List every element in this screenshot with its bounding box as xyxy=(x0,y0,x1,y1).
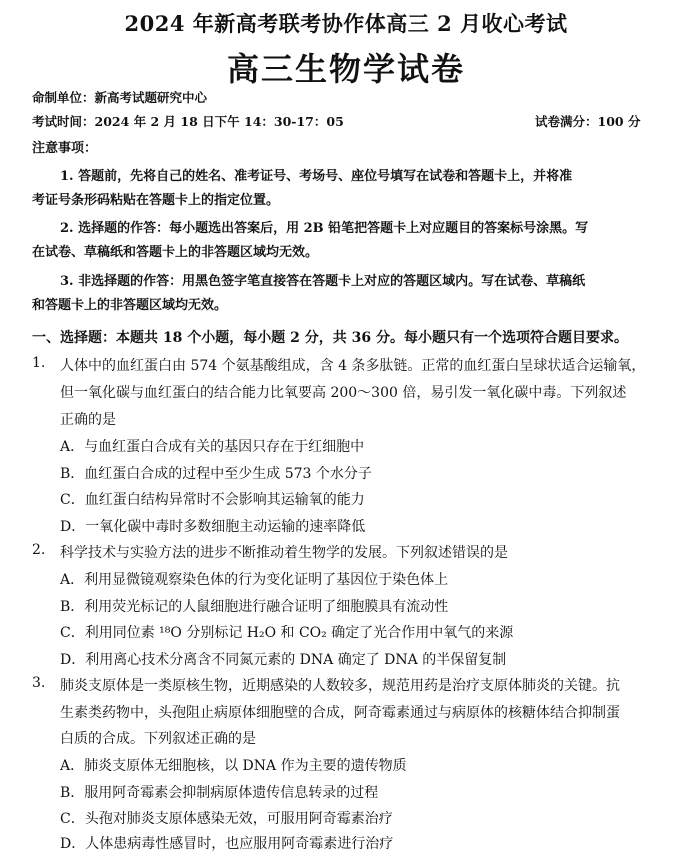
notice-2-line-2: 在试卷、草稿纸和答题卡上的非答题区域均无效。 xyxy=(32,245,319,260)
question-number: 1. xyxy=(32,355,46,371)
option-a: A．利用显微镜观察染色体的行为变化证明了基因位于染色体上 xyxy=(60,572,449,588)
option-b: B．血红蛋白合成的过程中至少生成 573 个水分子 xyxy=(60,466,372,482)
option-a: A．与血红蛋白合成有关的基因只存在于红细胞中 xyxy=(60,439,365,455)
option-b: B．服用阿奇霉素会抑制病原体遗传信息转录的过程 xyxy=(60,785,379,801)
option-c: C．利用同位素 ¹⁸O 分别标记 H₂O 和 CO₂ 确定了光合作用中氧气的来源 xyxy=(60,625,514,641)
option-d: D．一氧化碳中毒时多数细胞主动运输的速率降低 xyxy=(60,519,366,535)
exam-time: 考试时间：2024 年 2 月 18 日下午 14：30-17：05 xyxy=(32,114,344,129)
option-d: D．人体患病毒性感冒时，也应服用阿奇霉素进行治疗 xyxy=(60,836,394,852)
notice-2-line-1: 2. 选择题的作答：每小题选出答案后，用 2B 铅笔把答题卡上对应题目的答案标号涂黑。写 xyxy=(60,221,589,236)
question-stem-line: 人体中的血红蛋白由 574 个氨基酸组成，含 4 条多肽链。正常的血红蛋白呈球状适合运输氧， xyxy=(60,358,646,374)
question-stem-line: 肺炎支原体是一类原核生物，近期感染的人数较多，规范用药是治疗支原体肺炎的关键。抗 xyxy=(60,678,620,694)
notice-1-line-2: 考证号条形码粘贴在答题卡上的指定位置。 xyxy=(32,193,280,208)
exam-subject-title: 高三生物学试卷 xyxy=(226,50,465,88)
notice-3-line-2: 和答题卡上的非答题区域均无效。 xyxy=(32,298,228,313)
option-a: A．肺炎支原体无细胞核，以 DNA 作为主要的遗传物质 xyxy=(60,758,407,774)
option-d: D．利用离心技术分离含不同氮元素的 DNA 确定了 DNA 的半保留复制 xyxy=(60,652,507,668)
exam-title: 2024 年新高考联考协作体高三 2 月收心考试 xyxy=(124,11,568,36)
option-b: B．利用荧光标记的人鼠细胞进行融合证明了细胞膜具有流动性 xyxy=(60,599,449,615)
notice-1-line-1: 1. 答题前，先将自己的姓名、准考证号、考场号、座位号填写在试卷和答题卡上，并将准 xyxy=(60,169,573,184)
question-number: 2. xyxy=(32,542,46,558)
notice-3-line-1: 3. 非选择题的作答：用黑色签字笔直接答在答题卡上对应的答题区域内。写在试卷、草稿纸 xyxy=(60,274,586,289)
question-stem-line: 科学技术与实验方法的进步不断推动着生物学的发展。下列叙述错误的是 xyxy=(60,545,508,561)
full-score: 试卷满分：100 分 xyxy=(535,114,641,129)
question-number: 3. xyxy=(32,675,46,691)
compile-unit: 命制单位：新高考试题研究中心 xyxy=(32,90,208,105)
question-stem-line: 但一氧化碳与血红蛋白的结合能力比氧要高 200～300 倍，易引发一氧化碳中毒。下列叙述 xyxy=(60,385,627,401)
question-stem-line: 白质的合成。下列叙述正确的是 xyxy=(60,731,256,747)
notice-heading: 注意事项： xyxy=(32,141,98,156)
option-c: C．血红蛋白结构异常时不会影响其运输氧的能力 xyxy=(60,492,365,508)
question-stem-line: 正确的是 xyxy=(60,412,116,428)
section-title: 一、选择题：本题共 18 个小题，每小题 2 分，共 36 分。每小题只有一个选项符合题目要求。 xyxy=(32,330,628,346)
option-c: C．头孢对肺炎支原体感染无效，可服用阿奇霉素治疗 xyxy=(60,811,393,827)
question-stem-line: 生素类药物中，头孢阻止病原体细胞壁的合成，阿奇霉素通过与病原体的核糖体结合抑制蛋 xyxy=(60,705,620,721)
